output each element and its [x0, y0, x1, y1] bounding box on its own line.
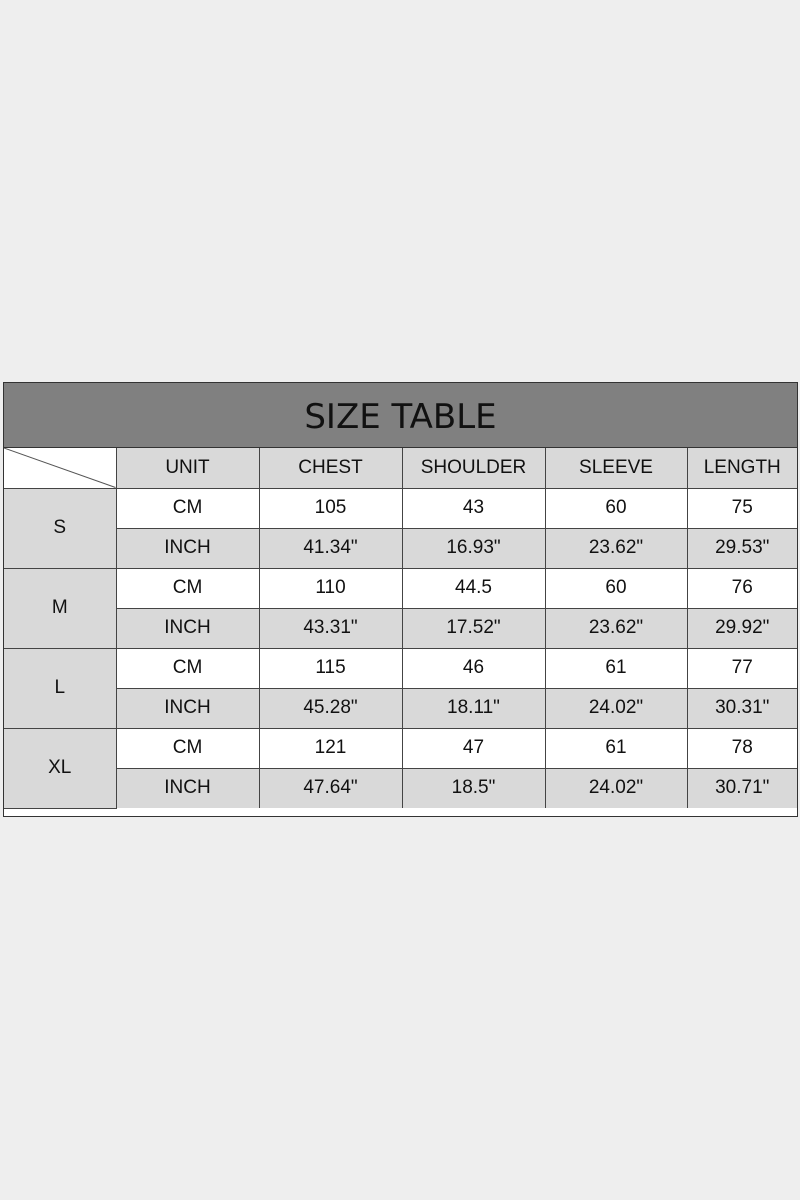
length-cell: 30.31": [687, 688, 797, 728]
table-title: SIZE TABLE: [304, 397, 497, 437]
length-cell: 29.92": [687, 608, 797, 648]
unit-cell: INCH: [116, 528, 259, 568]
sleeve-cell: 23.62": [545, 608, 687, 648]
corner-cell: [4, 448, 116, 488]
table-row: [4, 768, 797, 808]
length-cell: 77: [687, 648, 797, 688]
size-label-s: S: [4, 488, 116, 568]
sleeve-cell: 60: [545, 568, 687, 608]
header-unit: UNIT: [116, 448, 259, 488]
chest-cell: 45.28": [259, 688, 402, 728]
chest-cell: 47.64": [259, 768, 402, 808]
chest-cell: 43.31": [259, 608, 402, 648]
shoulder-cell: 18.11": [402, 688, 545, 728]
shoulder-cell: 47: [402, 728, 545, 768]
table-row: [4, 608, 797, 648]
sleeve-cell: 61: [545, 728, 687, 768]
sleeve-cell: 24.02": [545, 768, 687, 808]
size-table: [3, 382, 798, 817]
header-shoulder: SHOULDER: [402, 448, 545, 488]
sleeve-cell: 60: [545, 488, 687, 528]
table-row: [4, 568, 797, 608]
shoulder-cell: 18.5": [402, 768, 545, 808]
chest-cell: 121: [259, 728, 402, 768]
length-cell: 75: [687, 488, 797, 528]
unit-cell: CM: [116, 648, 259, 688]
shoulder-cell: 44.5: [402, 568, 545, 608]
length-cell: 78: [687, 728, 797, 768]
table-row: [4, 648, 797, 688]
size-grid: [4, 448, 797, 809]
shoulder-cell: 17.52": [402, 608, 545, 648]
length-cell: 76: [687, 568, 797, 608]
size-label-m: M: [4, 568, 116, 648]
header-row: [4, 448, 797, 488]
chest-cell: 115: [259, 648, 402, 688]
size-label-l: L: [4, 648, 116, 728]
header-sleeve: SLEEVE: [545, 448, 687, 488]
diagonal-divider: [4, 448, 116, 488]
unit-cell: INCH: [116, 608, 259, 648]
sleeve-cell: 61: [545, 648, 687, 688]
shoulder-cell: 43: [402, 488, 545, 528]
size-label-xl: XL: [4, 728, 116, 808]
unit-cell: CM: [116, 568, 259, 608]
unit-cell: INCH: [116, 688, 259, 728]
sleeve-cell: 24.02": [545, 688, 687, 728]
header-length: LENGTH: [687, 448, 797, 488]
table-row: [4, 528, 797, 568]
unit-cell: INCH: [116, 768, 259, 808]
table-row: [4, 488, 797, 528]
header-chest: CHEST: [259, 448, 402, 488]
length-cell: 29.53": [687, 528, 797, 568]
length-cell: 30.71": [687, 768, 797, 808]
unit-cell: CM: [116, 728, 259, 768]
unit-cell: CM: [116, 488, 259, 528]
chest-cell: 105: [259, 488, 402, 528]
chest-cell: 110: [259, 568, 402, 608]
table-row: [4, 728, 797, 768]
shoulder-cell: 46: [402, 648, 545, 688]
chest-cell: 41.34": [259, 528, 402, 568]
shoulder-cell: 16.93": [402, 528, 545, 568]
title-bar: [4, 383, 797, 448]
table-row: [4, 688, 797, 728]
sleeve-cell: 23.62": [545, 528, 687, 568]
